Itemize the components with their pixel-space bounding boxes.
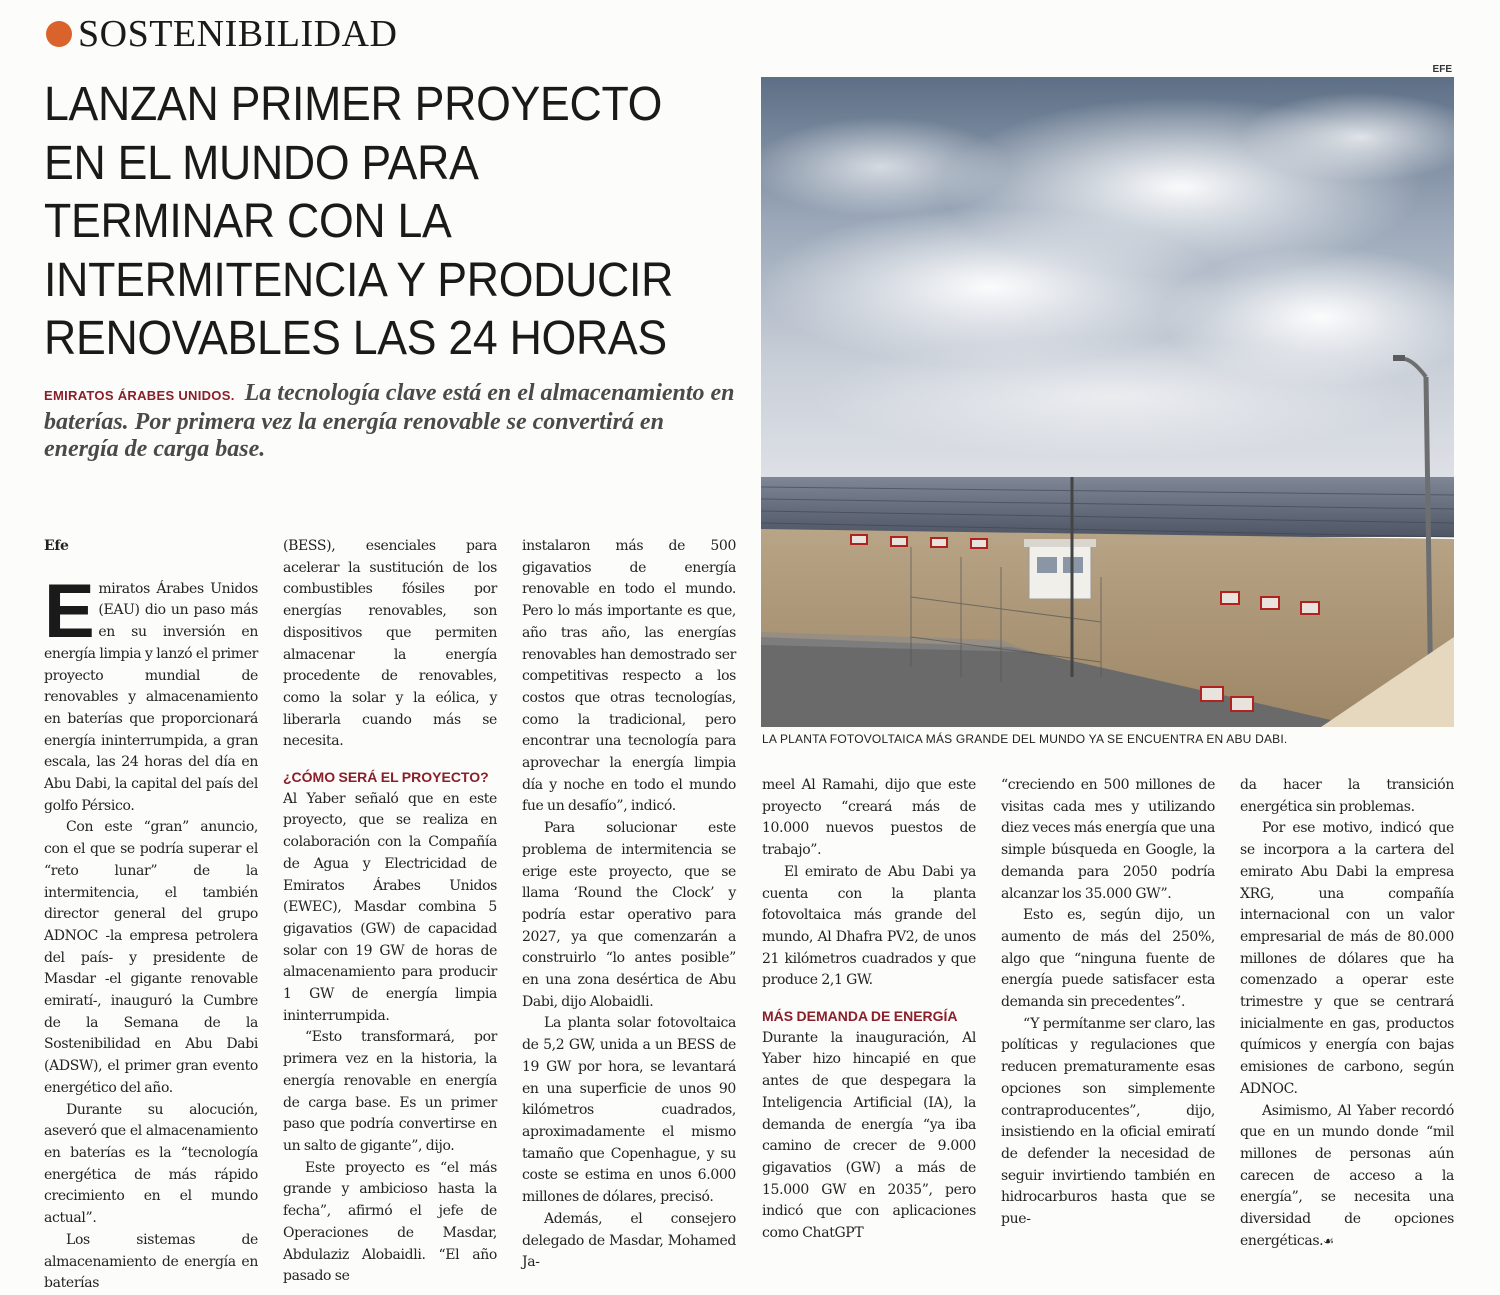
headline-line: EN EL MUNDO PARA xyxy=(44,136,479,190)
photo-caption: LA PLANTA FOTOVOLTAICA MÁS GRANDE DEL MUNDO YA SE ENCUENTRA EN ABU DABI. xyxy=(762,732,1288,746)
article-column-3 xyxy=(522,536,736,1274)
article-paragraph: La planta solar fotovoltaica de 5,2 GW, unida a un BESS de 19 GW por hora, se levantará en una superficie de unos 90 kilómetros cuadrados, aproximadamente el mismo tamaño que Copenhague, y su coste se estima en unos 6.000 millones de dólares, precisó. xyxy=(522,1015,736,1206)
article-paragraph: instalaron más de 500 gigavatios de energía renovable en todo el mundo. Pero lo más importante es que, año tras año, las energías renovables han demostrado ser competitivas respecto a los costos que otras tecnologías, como la tradicional, pero encontrar una tecnología para aprovechar la energía limpia día y noche en todo el mundo fue un desafío”, indicó. xyxy=(522,538,736,815)
headline-line: LANZAN PRIMER PROYECTO xyxy=(44,78,663,131)
article-paragraph: da hacer la transición energética sin problemas. xyxy=(1240,777,1454,815)
article-column-6 xyxy=(1240,775,1454,1252)
article-paragraph: Por ese motivo, indicó que se incorpora a la cartera del emirato Abu Dabi la empresa XRG, una compañía internacional con un valor empresarial de más de 80.000 millones de dólares que ha comenzado a operar este trimestre y que se centrará inicialmente en gas, productos químicos y energía con bajas emisiones de carbono, según ADNOC. xyxy=(1240,820,1454,1097)
article-column-2 xyxy=(283,536,497,1288)
article-paragraph: (BESS), esenciales para acelerar la sustitución de los combustibles fósiles por energías renovables, son dispositivos que permiten almacenar la energía procedente de renovables, como la solar y la eólica, y liberarla cuando más se necesita. xyxy=(283,538,497,750)
article-paragraph: “creciendo en 500 millones de visitas cada mes y utilizando diez veces más energía que una simple búsqueda en Google, la demanda para 2050 podría alcanzar los 35.000 GW”. xyxy=(1001,777,1215,902)
article-column-5 xyxy=(1001,775,1215,1231)
article-paragraph: Durante su alocución, aseveró que el almacenamiento en baterías es la “tecnología energética de más rápido crecimiento en el mundo actual”. xyxy=(44,1101,258,1227)
dropcap: E xyxy=(44,568,95,654)
subhead-proyecto: ¿CÓMO SERÁ EL PROYECTO? xyxy=(283,769,489,786)
end-mark-icon: ☙ xyxy=(1323,1233,1334,1248)
article-paragraph: Al Yaber señaló que en este proyecto, que se realiza en colaboración con la Compañía de Agua y Electricidad de Emiratos Árabes Unidos (EWEC), Masdar combina 5 gigavatios (GW) de capacidad solar con 19 GW de horas de almacenamiento para producir 1 GW de energía limpia ininterrumpida. xyxy=(283,790,497,1024)
article-paragraph: Además, el consejero delegado de Masdar, Mohamed Ja- xyxy=(522,1210,736,1271)
headline-line: RENOVABLES LAS 24 HORAS xyxy=(44,312,667,365)
article-column-1 xyxy=(44,536,258,1295)
lede-kicker: EMIRATOS ÁRABES UNIDOS. xyxy=(44,388,235,403)
subhead-demanda: MÁS DEMANDA DE ENERGÍA xyxy=(762,1008,958,1025)
article-paragraph: Este proyecto es “el más grande y ambicioso hasta la fecha”, afirmó el jefe de Operaciones de Masdar, Abdulaziz Alobaidli. “El año pasado se xyxy=(283,1159,497,1285)
article-paragraph: El emirato de Abu Dabi ya cuenta con la planta fotovoltaica más grande del mundo, Al Dhafra PV2, de unos 21 kilómetros cuadrados y que produce 2,1 GW. xyxy=(762,863,976,989)
headline-line: TERMINAR CON LA xyxy=(44,195,452,248)
byline: Efe xyxy=(44,538,69,554)
section-tag xyxy=(46,12,397,56)
photo-credit: EFE xyxy=(1432,64,1452,75)
lede xyxy=(44,380,744,463)
article-paragraph: Asimismo, Al Yaber recordó que en un mundo donde “mil millones de personas aún carecen de acceso a la energía”, se necesita una diversidad de opciones energéticas.☙ xyxy=(1240,1102,1454,1249)
article-paragraph: “Esto transformará, por primera vez en la historia, la energía renovable en energía de carga base. Es un primer paso que podría convertirse en un salto de gigante”, dijo. xyxy=(283,1029,497,1154)
article-paragraph: Para solucionar este problema de intermitencia se erige este proyecto, que se llama ‘Round the Clock’ y podría estar operativo para 2027, ya que comenzarán a construirlo “lo antes posible” en una zona desértica de Abu Dabi, dijo Alobaidli. xyxy=(522,820,736,1010)
section-label: SOSTENIBILIDAD xyxy=(78,13,398,55)
article-paragraph: Esto es, según dijo, un aumento de más del 250%, algo que “ninguna fuente de energía puede satisfacer esta demanda sin precedentes”. xyxy=(1001,907,1215,1011)
headline-line: INTERMITENCIA Y PRODUCIR xyxy=(44,253,674,307)
headline xyxy=(44,76,695,369)
article-paragraph: meel Al Ramahi, dijo que este proyecto “creará más de 10.000 nuevos puestos de trabajo”. xyxy=(762,777,976,859)
solar-plant-photo xyxy=(761,77,1454,727)
article-paragraph: Emiratos Árabes Unidos (EAU) dio un paso más en su inversión en energía limpia y lanzó el primer proyecto mundial de renovables y almacenamiento en baterías que proporcionará energía ininterrumpida, a gran escala, las 24 horas del día en Abu Dabi, la capital del país del golfo Pérsico. xyxy=(44,568,258,814)
article-paragraph: Durante la inauguración, Al Yaber hizo hincapié en que antes de que despegara la Inteligencia Artificial (IA), la demanda de energía “ya iba camino de crecer de 9.000 gigavatios (GW) a más de 15.000 GW en 2035”, pero indicó que con aplicaciones como ChatGPT xyxy=(762,1029,976,1242)
article-column-4 xyxy=(762,775,976,1245)
article-paragraph: Con este “gran” anuncio, con el que se podría superar el “reto lunar” de la intermitencia, el también director general del grupo ADNOC -la empresa petrolera del país- y presidente de Masdar -el gigante renovable emiratí-, inauguró la Cumbre de la Semana de la Sostenibilidad en Abu Dabi (ADSW), el primer gran evento energético del año. xyxy=(44,819,258,1096)
lede-text: La tecnología clave está en el almacenamiento en baterías. Por primera vez la energía renovable se convertirá en energía de carga base. xyxy=(44,380,735,462)
section-dot-icon xyxy=(46,21,72,47)
article-paragraph: “Y permítanme ser claro, las políticas y regulaciones que reducen prematuramente esas opciones son simplemente contraproducentes”, dijo, insistiendo en la oficial emiratí de defender la necesidad de seguir invirtiendo también en hidrocarburos hasta que se pue- xyxy=(1001,1015,1215,1228)
article-paragraph: Los sistemas de almacenamiento de energía en baterías xyxy=(44,1231,258,1292)
